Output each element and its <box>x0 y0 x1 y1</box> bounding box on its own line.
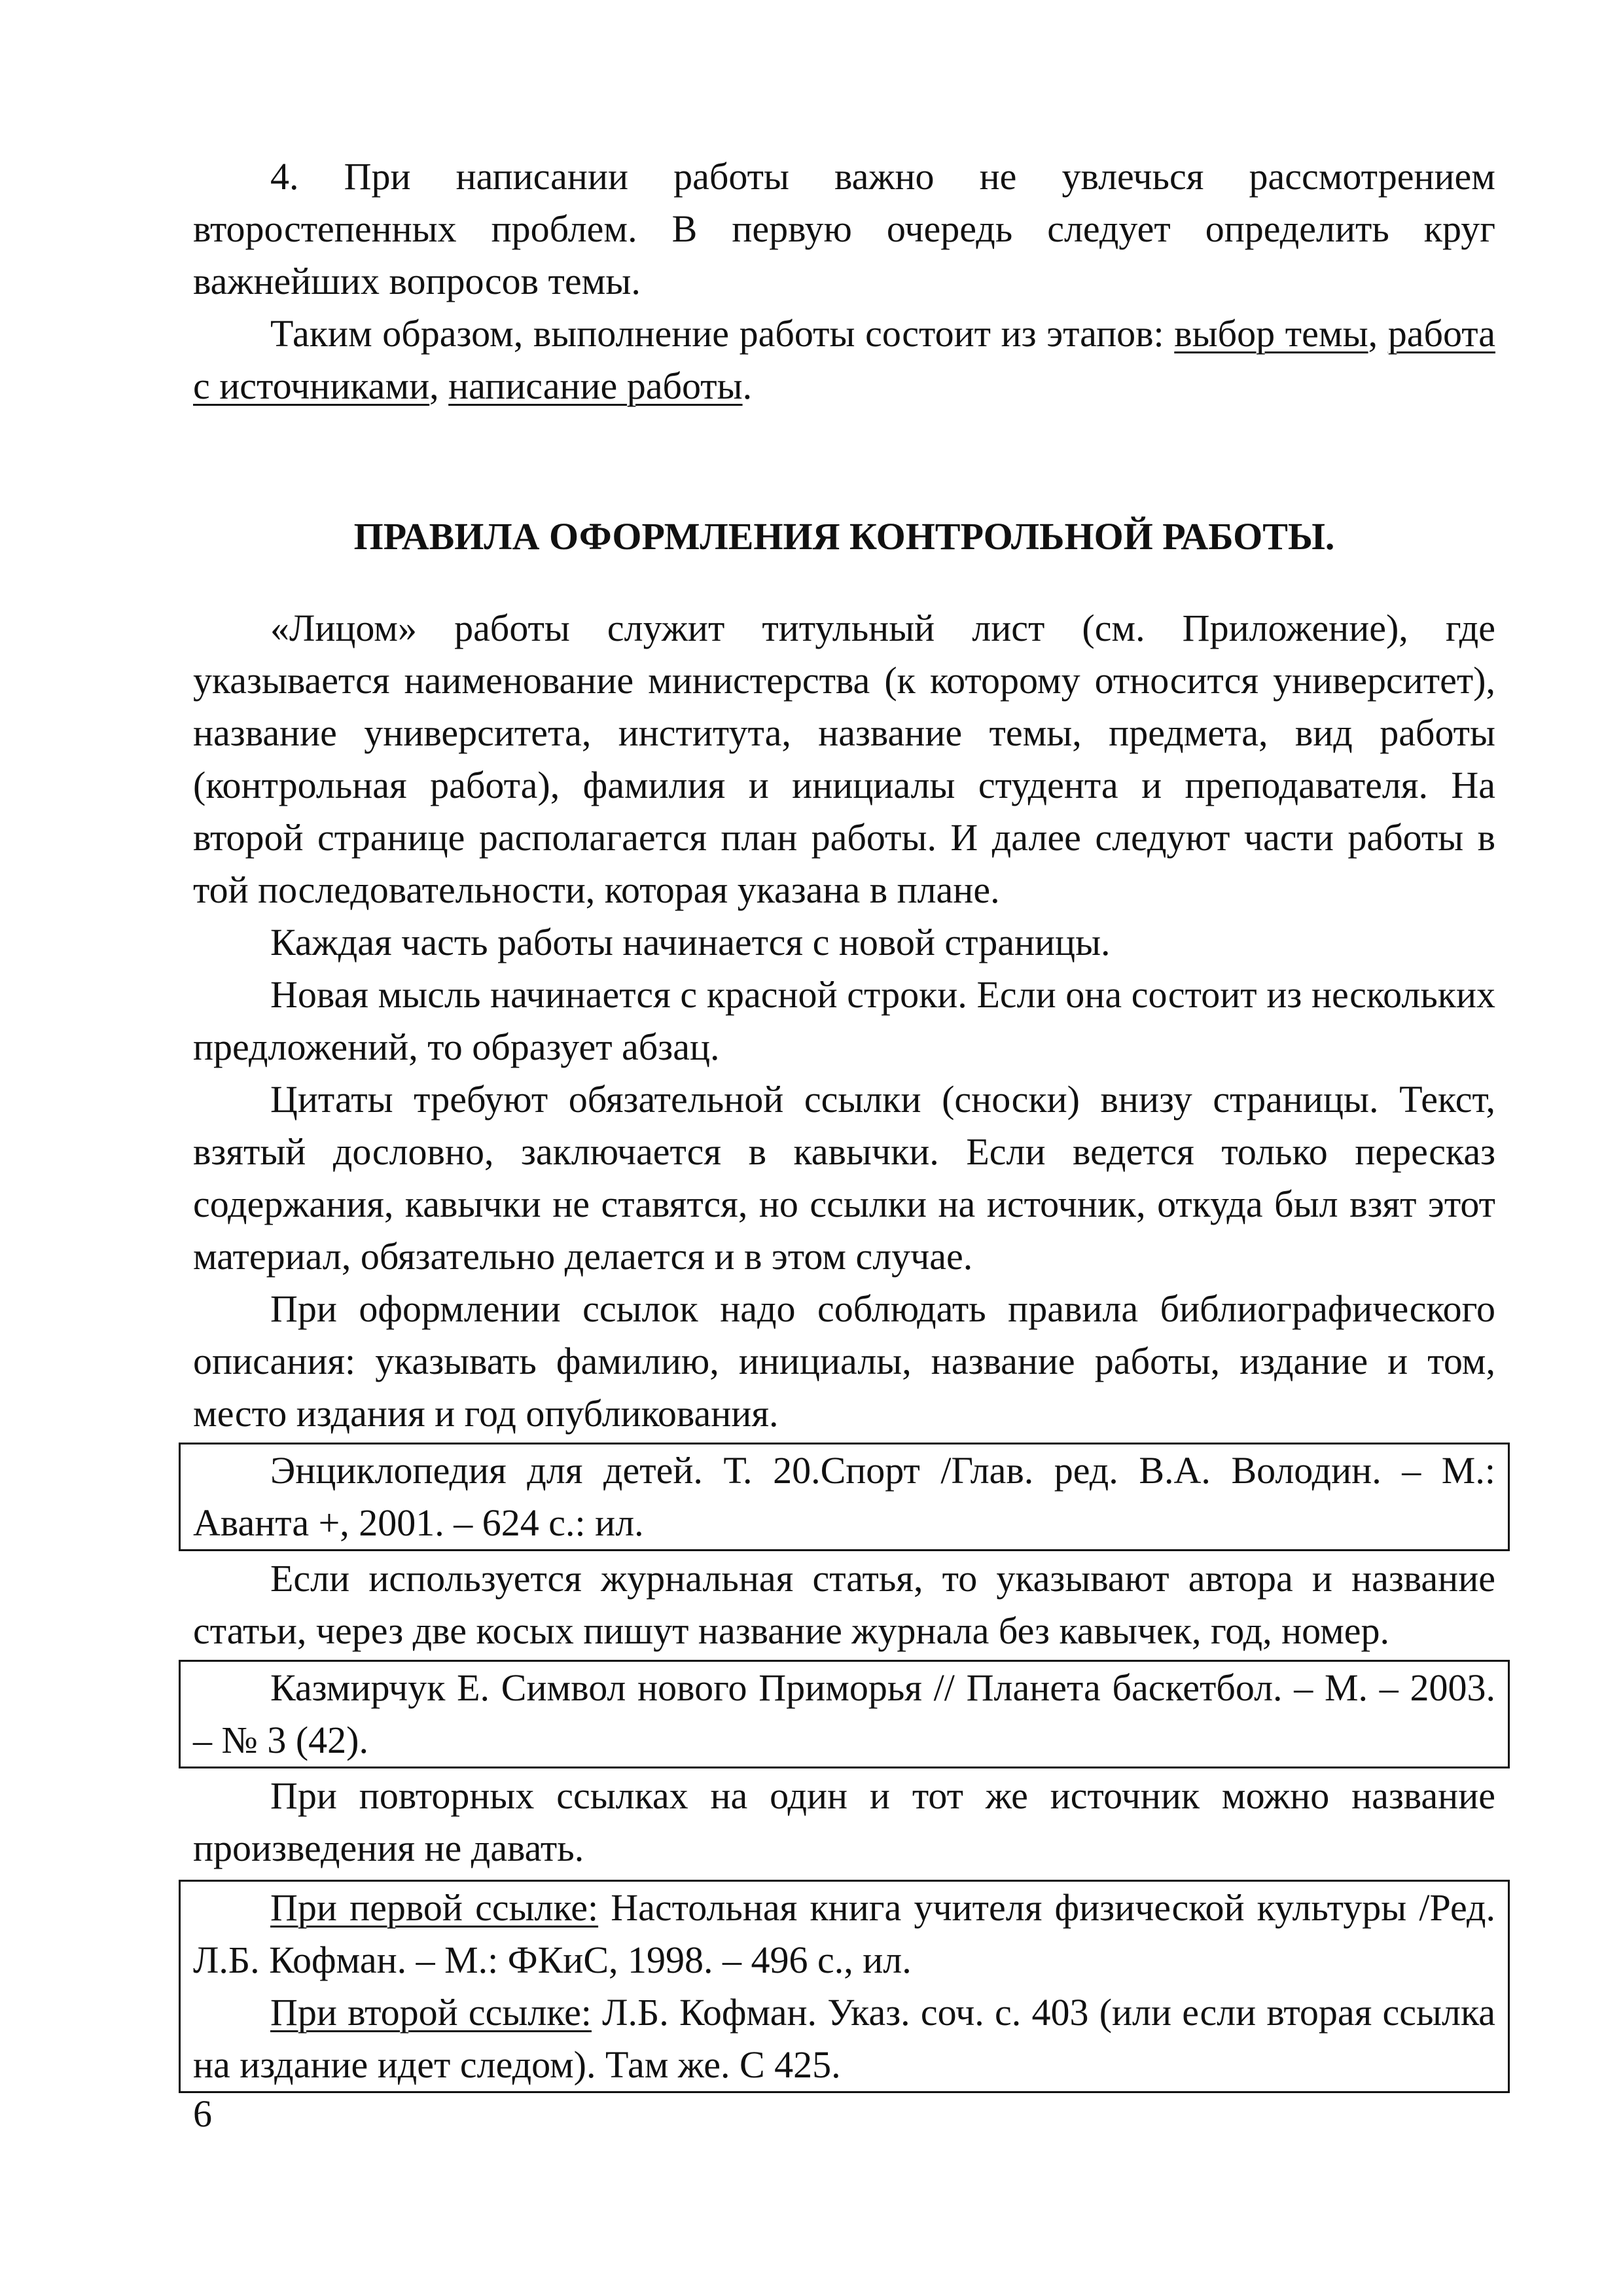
paragraph-item-4: 4. При написании работы важно не увлечься рассмотрением второстепенных проблем. В первую очередь следует определить круг важнейших вопросов темы. <box>193 155 1495 302</box>
second-reference-text: Л.Б. Кофман. Указ. соч. с. 403 (или если вторая ссылка на издание идет следом). Там же. С 425. <box>193 1991 1495 2086</box>
example-box-encyclopedia <box>179 1443 1510 1551</box>
stages-end: . <box>742 365 753 407</box>
stages-separator-2: , <box>429 365 449 407</box>
example-second-reference <box>193 1986 1495 2091</box>
example-encyclopedia: Энциклопедия для детей. Т. 20.Спорт /Глав. ред. В.А. Володин. – М.: Аванта +, 2001. – 624 с.: ил. <box>193 1449 1495 1544</box>
paragraph-journal-article: Если используется журнальная статья, то указывают автора и название статьи, через две косых пишут название журнала без кавычек, год, номер. <box>193 1557 1495 1652</box>
stage-writing: написание работы <box>448 365 743 407</box>
paragraph-stages <box>193 308 1495 412</box>
example-box-journal <box>179 1660 1510 1768</box>
first-reference-label: При первой ссылке: <box>270 1886 599 1929</box>
paragraph-repeated-references: При повторных ссылках на один и тот же источник можно название произведения не давать. <box>193 1774 1495 1869</box>
stages-prefix: Таким образом, выполнение работы состоит из этапов: <box>270 312 1175 355</box>
stages-separator-1: , <box>1368 312 1388 355</box>
paragraph-red-line: Новая мысль начинается с красной строки. Если она состоит из нескольких предложений, то образует абзац. <box>193 973 1495 1068</box>
paragraph-citations: Цитаты требуют обязательной ссылки (сноски) внизу страницы. Текст, взятый дословно, заключается в кавычки. Если ведется только пересказ содержания, кавычки не ставятся, но ссылки на источник, откуда был взят этот материал, обязательно делается и в этом случае. <box>193 1078 1495 1278</box>
second-reference-label: При второй ссылке: <box>270 1991 592 2034</box>
example-box-repeated <box>179 1880 1510 2093</box>
stage-topic-choice: выбор темы <box>1174 312 1368 355</box>
example-first-reference <box>193 1882 1495 1986</box>
stage-sources-work: работа с источниками <box>193 312 1495 407</box>
page-number: 6 <box>193 2092 212 2135</box>
paragraph-title-page: «Лицом» работы служит титульный лист (см. Приложение), где указывается наименование министерства (к которому относится университет), название университета, института, название темы, предмета, вид работы (контрольная работа), фамилия и инициалы студента и преподавателя. На второй странице располагается план работы. И далее следуют части работы в той последовательности, которая указана в плане. <box>193 607 1495 911</box>
paragraph-new-page: Каждая часть работы начинается с новой страницы. <box>270 921 1111 963</box>
example-journal: Казмирчук Е. Символ нового Приморья // Планета баскетбол. – М. – 2003. – № 3 (42). <box>193 1666 1495 1761</box>
section-heading: ПРАВИЛА ОФОРМЛЕНИЯ КОНТРОЛЬНОЙ РАБОТЫ. <box>353 515 1335 558</box>
document-page <box>193 151 1495 2093</box>
paragraph-bibliography: При оформлении ссылок надо соблюдать правила библиографического описания: указывать фамилию, инициалы, название работы, издание и том, место издания и год опубликования. <box>193 1287 1495 1435</box>
first-reference-text: Настольная книга учителя физической культуры /Ред. Л.Б. Кофман. – М.: ФКиС, 1998. – 496 с., ил. <box>193 1886 1495 1981</box>
